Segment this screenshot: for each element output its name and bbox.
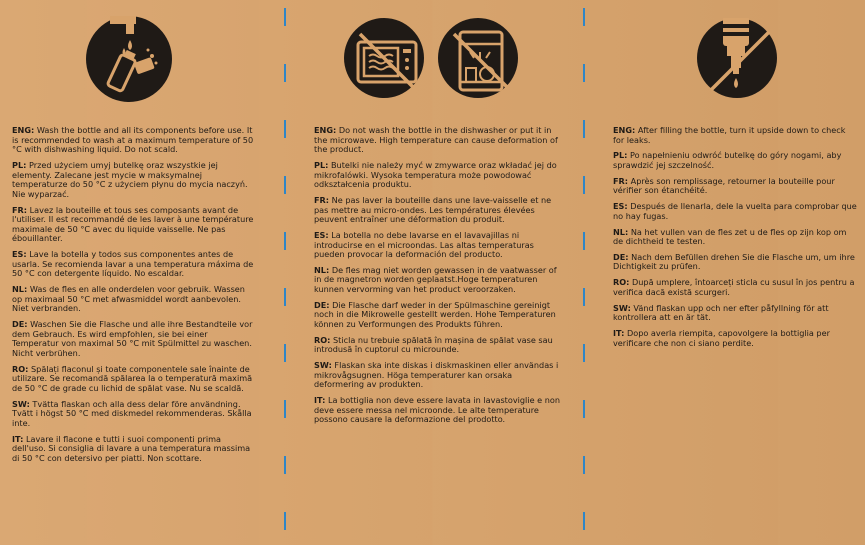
column-check-leaks [613, 0, 859, 537]
paragraph-de: DE: Waschen Sie die Flasche und alle ihre Bestandteile vor dem Gebrauch. Es wird empfohlen, sie bei einer Temperatur von maximal 50 °C mit Spülmittel zu waschen. Nicht verbrühen. [12, 319, 253, 358]
paragraph-pl: PL: Przed użyciem umyj butelkę oraz wszystkie jej elementy. Zalecane jest mycie w maksymalnej temperaturze do 50 °C z użyciem płynu do mycia naczyń. Nie wyparzać. [12, 159, 248, 199]
paragraph-eng: ENG: After filling the bottle, turn it upside down to check for leaks. [613, 125, 846, 145]
paragraph-ro: RO: Spălați flaconul și toate componentele sale înainte de utilizare. Se recomandă spălarea la o temperatură maximă de 50 °C de grade cu lichid de spălat vase. Nu se scaldă. [12, 363, 253, 393]
paragraph-eng: ENG: Wash the bottle and all its components before use. It is recommended to wash at a maximum temperature of 50 °C with dishwashing liquid. Do not scald. [12, 125, 254, 155]
paragraph-nl: NL: De fles mag niet worden gewassen in de vaatwasser of in de magnetron worden geplaatst.Hoge temperaturen kunnen vervorming van het product veroorzaken. [314, 264, 557, 295]
paragraph-pl: PL: Po napełnieniu odwróć butelkę do góry nogami, aby sprawdzić jej szczelność. [613, 150, 842, 170]
paragraph-sw: SW: Tvätta flaskan och alla dess delar före användning. Tvätt i högst 50 °C med diskmedel rekommenderas. Skålla inte. [12, 398, 252, 428]
paragraph-fr: FR: Lavez la bouteille et tous ses composants avant de l'utiliser. Il est recommandé de les laver à une température maximale de 50 °C avec du liquide vaisselle. Ne pas ébouillanter. [12, 204, 254, 244]
no-dishwasher-icon [438, 18, 518, 98]
paragraph-ro: RO: Sticla nu trebuie spălată în mașina de spălat vase sau introdusă în cuptorul cu microunde. [314, 334, 553, 355]
paragraph-it: IT: La bottiglia non deve essere lavata in lavastoviglie e non deve essere messa nel microonde. Le alte temperature possono causare la deformazione del prodotto. [314, 395, 560, 425]
paragraph-pl: PL: Butelki nie należy myć w zmywarce oraz wkładać jej do mikrofalówki. Wysoka temperatura może powodować odkształcenia produktu. [314, 159, 557, 190]
paragraph-fr: FR: Ne pas laver la bouteille dans une lave-vaisselle et ne pas mettre au micro-ondes. Les températures élevées peuvent entraîner une déformation du produit. [314, 194, 552, 225]
column-divider-right [583, 8, 585, 545]
icon-row [613, 6, 859, 114]
paragraph-es: ES: Lave la botella y todos sus componentes antes de usarla. Se recomienda lavar a una temperatura máxima de 50 °C con detergente líquido. No escaldar. [12, 249, 254, 279]
check-leaks-upside-down-icon [697, 18, 777, 98]
paragraph-it: IT: Lavare il flacone e tutti i suoi componenti prima dell'uso. Si consiglia di lavare a una temperatura massima di 50 °C con detersivo per piatti. Non scottare. [12, 433, 251, 463]
column-divider-left [284, 8, 286, 545]
paragraph-sw: SW: Vänd flaskan upp och ner efter påfyllning för att kontrollera att en är tät. [613, 302, 829, 323]
paragraph-sw: SW: Flaskan ska inte diskas i diskmaskinen eller användas i mikrovågsugnen. Höga temperaturer kan orsaka deformering av produkten. [314, 360, 559, 390]
paragraph-nl: NL: Na het vullen van de fles zet u de fles op zijn kop om de dichtheid te testen. [613, 226, 847, 247]
paragraph-it: IT: Dopo averla riempita, capovolgere la bottiglia per verificare che non ci siano perdite. [613, 328, 830, 348]
column-wash [12, 0, 256, 537]
column-no-dishwasher [314, 0, 562, 537]
paragraph-fr: FR: Après son remplissage, retourner la bouteille pour vérifier son étanchéité. [613, 175, 835, 196]
paragraph-es: ES: La botella no debe lavarse en el lavavajillas ni introducirse en el microondas. Las altas temperaturas pueden provocar la deformación del producto. [314, 229, 534, 260]
instructions-no-dishwasher [314, 126, 562, 431]
instructions-check-leaks [613, 126, 859, 354]
paragraph-ro: RO: După umplere, întoarceți sticla cu susul în jos pentru a verifica dacă există scurgeri. [613, 277, 855, 297]
paragraph-nl: NL: Was de fles en alle onderdelen voor gebruik. Wassen op maximaal 50 °C met afwasmiddel wordt aanbevolen. Niet verbranden. [12, 284, 245, 314]
instructions-wash [12, 126, 256, 470]
icon-row [12, 6, 256, 114]
paragraph-eng: ENG: Do not wash the bottle in the dishwasher or put it in the microwave. High temperature can cause deformation of the product. [314, 125, 558, 155]
no-microwave-icon [344, 18, 424, 98]
wash-bottle-tap-icon [86, 16, 172, 102]
icon-row [314, 6, 562, 114]
paragraph-de: DE: Nach dem Befüllen drehen Sie die Flasche um, um ihre Dichtigkeit zu prüfen. [613, 251, 855, 272]
paragraph-de: DE: Die Flasche darf weder in der Spülmaschine gereinigt noch in die Mikrowelle gestellt werden. Hohe Temperaturen können zu Verformungen des Produkts führen. [314, 299, 556, 330]
paragraph-es: ES: Después de llenarla, dele la vuelta para comprobar que no hay fugas. [613, 201, 857, 221]
